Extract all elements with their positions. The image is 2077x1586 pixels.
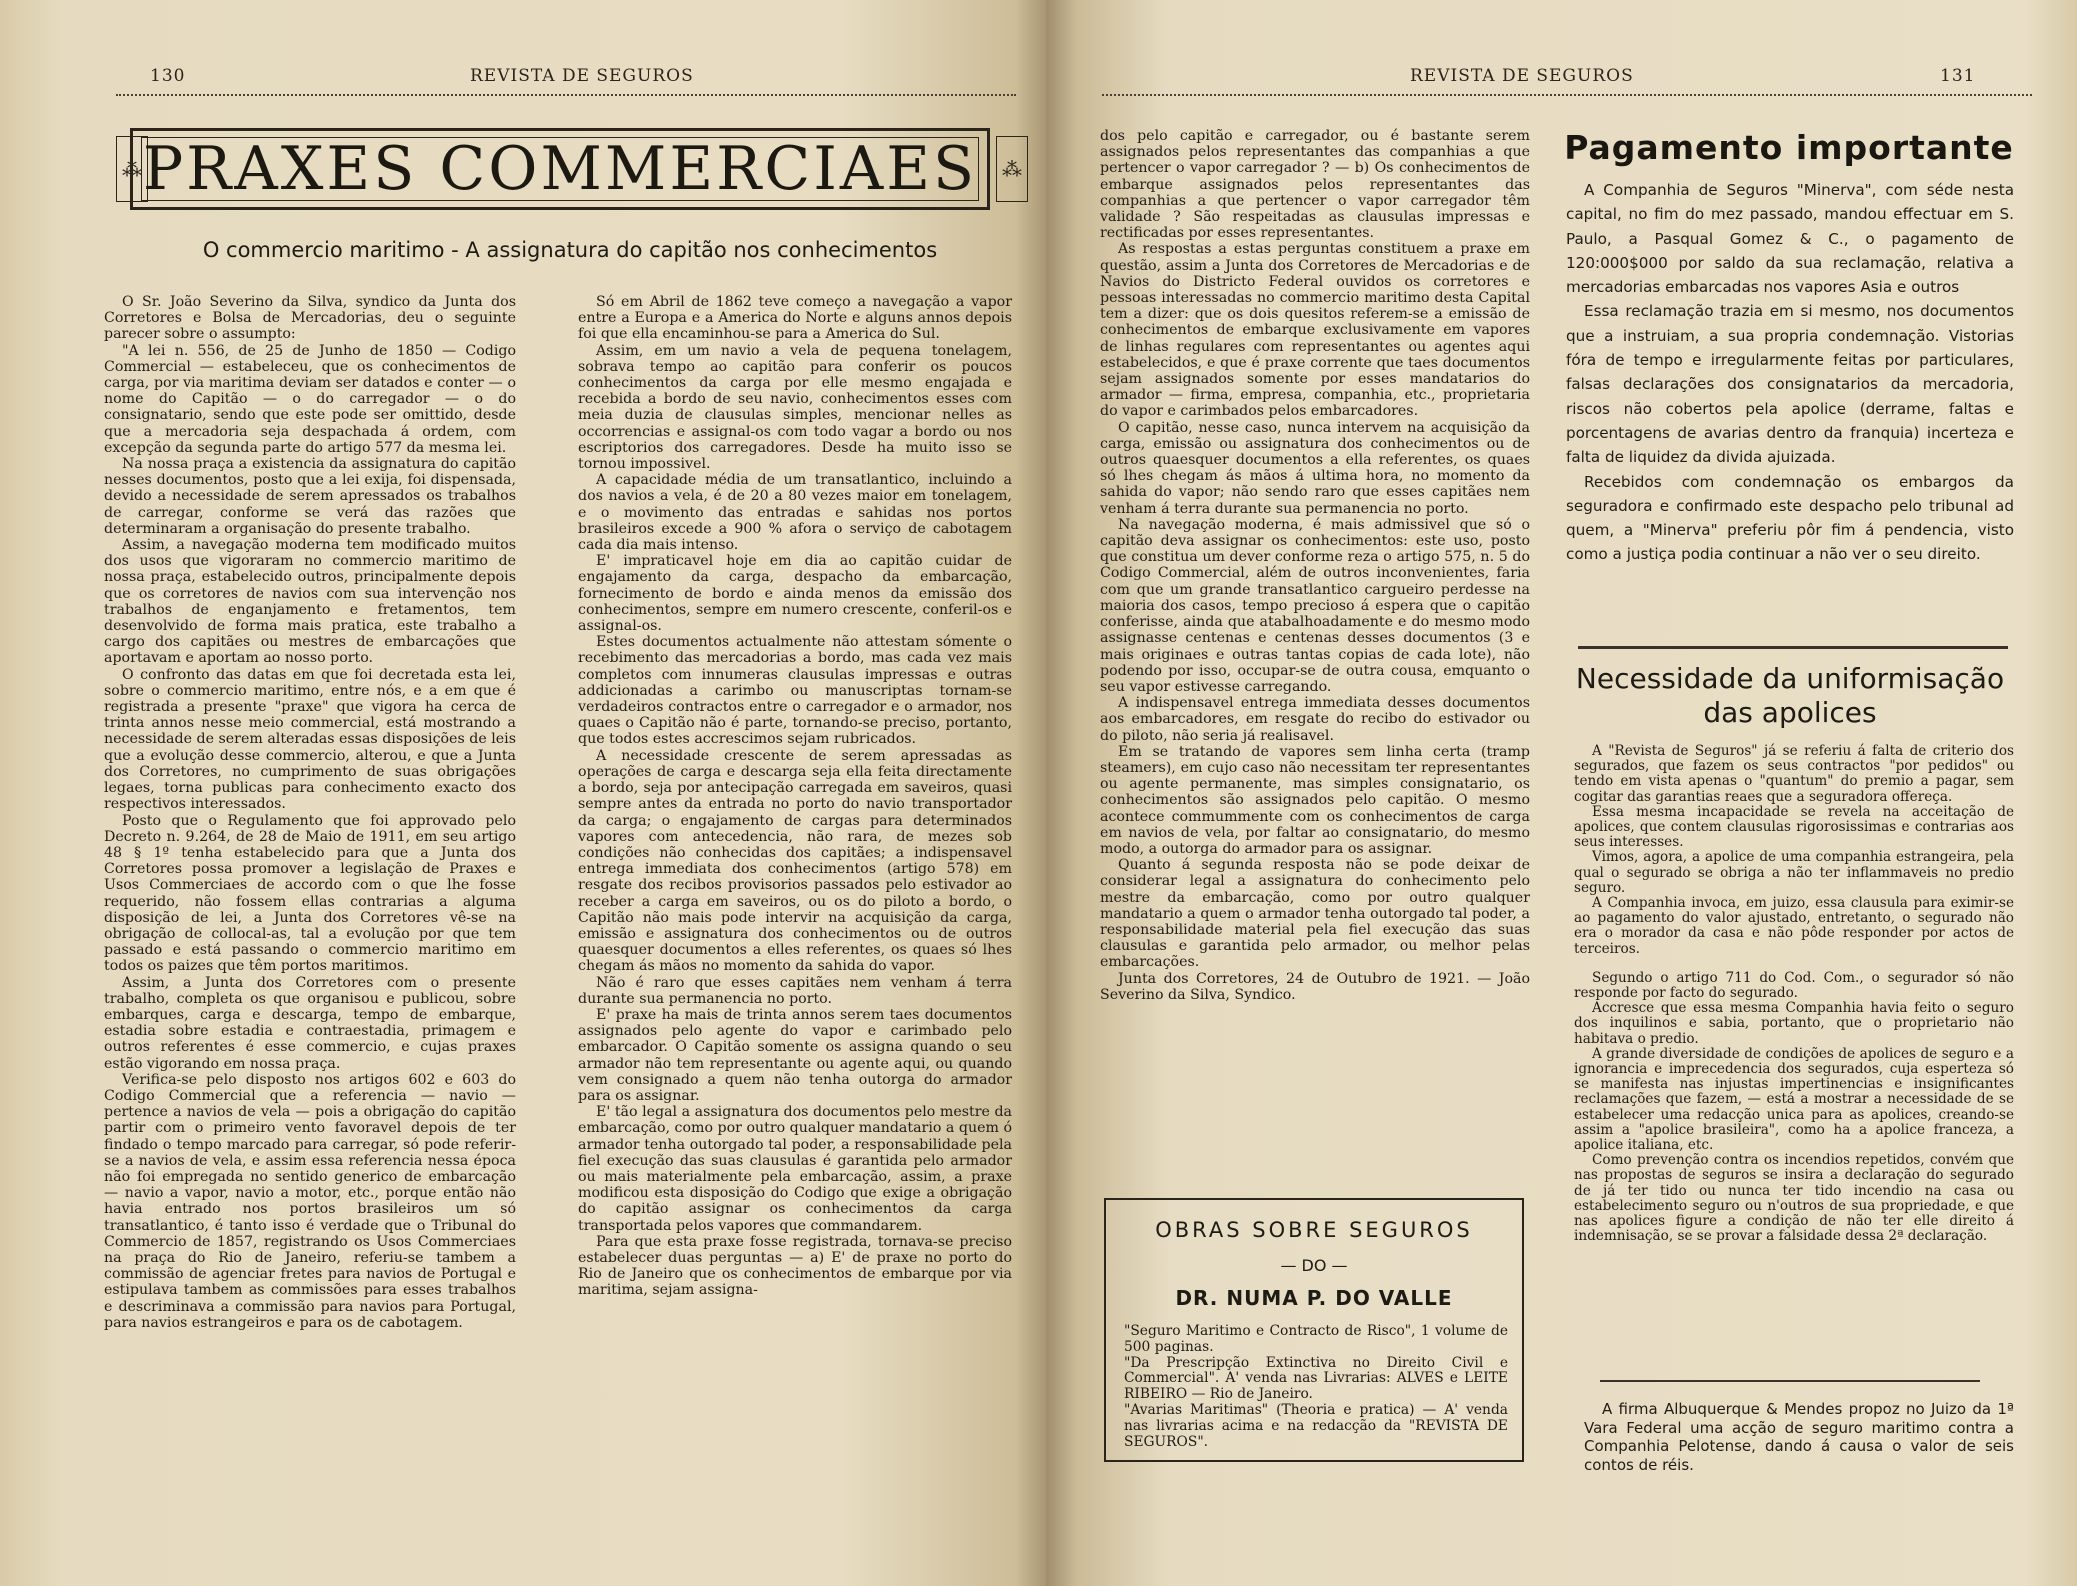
paragraph: Estes documentos actualmente não attestam sómente o recebimento das mercadorias a bordo, mas cada vez mais completos com innumeras clausulas impressas e outras addicionadas a carimbo ou manuscriptas tornam-se verdadeiros contractos entre o carregador e o armador, nos quaes o Capitão não é parte, tornando-se preciso, portanto, que todos estes accrescimos sejam rubricados. (578, 634, 1012, 748)
paragraph: O confronto das datas em que foi decretada esta lei, sobre o commercio maritimo, entre nós, e a em que é registrada a presente "praxe" que vigora ha cerca de trinta annos nesse meio commercial, está mostrando a necessidade de serem alteradas essas disposições de leis que a evolução desse commercio, alterou, e que a Junta dos Corretores, no cumprimento de suas obrigações legaes, torna publicas para conhecimento exacto dos respectivos interessados. (104, 666, 516, 813)
ornament-left-icon: ⁂ (116, 136, 148, 202)
paragraph: Essa reclamação trazia em si mesmo, nos documentos que a instruiam, a sua propria condemnação. Vistorias fóra de tempo e irregularmente feitas por particulares, falsas declarações dos consignatarios da mercadoria, riscos não cobertos pela apolice (derrame, faltas e porcentagens de avarias dentro da franquia) incerteza e falta de liquidez da divida ajuizada. (1566, 302, 2014, 467)
ad-line: "Da Prescripção Extinctiva no Direito Civil e Commercial". A' venda nas Livrarias: ALVES e LEITE RIBEIRO — Rio de Janeiro. (1124, 1354, 1508, 1403)
paragraph: Só em Abril de 1862 teve começo a navegação a vapor entre a Europa e a America do Norte e alguns annos depois foi que ella encaminhou-se para a America do Sul. (578, 294, 1012, 343)
paragraph: A Companhia de Seguros "Minerva", com séde nesta capital, no fim do mez passado, mandou effectuar em S. Paulo, a Pasqual Gomez & C., o pagamento de 120:000$000 por saldo da sua reclamação, relativa a mercadorias embarcadas nos vapores Asia e outros (1566, 181, 2014, 297)
section-banner (130, 128, 990, 210)
paragraph: Na nossa praça a existencia da assignatura do capitão nesses documentos, posto que a lei exija, foi dispensada, devido a necessidade de serem apressados os trabalhos de carregar, conforme se verá das razões que determinaram a organisação do presente trabalho. (104, 456, 516, 537)
necessidade-heading-line-1: Necessidade da uniformisação (1575, 662, 2005, 695)
paragraph: A "Revista de Seguros" já se referiu á falta de criterio dos segurados, que fazem os seus contractos "por pedidos" ou tendo em vista apenas o "quantum" do premio a pagar, sem cogitar das garantias reaes que a seguradora offereça. (1574, 743, 2014, 805)
ornament-right-icon: ⁂ (996, 136, 1028, 202)
necessidade-heading-line-2: das apolices (1703, 696, 1877, 729)
paragraph: A capacidade média de um transatlantico, incluindo a dos navios a vela, é de 20 a 80 vezes maior em tonelagem, e o movimento das entradas e sahidas nos portos brasileiros excede a 900 % afora o serviço de cabotagem cada dia mais intenso. (578, 472, 1012, 554)
paragraph: Quanto á segunda resposta não se pode deixar de considerar legal a assignatura do conhecimento pelo mestre da embarcação, como por outro qualquer mandatario a quem o armador tenha outorgado tal poder, a responsabilidade material pela fiel execução das suas clausulas e garantida pelo armador, ou melhor pelas embarcações. (1100, 857, 1530, 971)
paragraph: Em se tratando de vapores sem linha certa (tramp steamers), em cujo caso não necessitam ter representantes ou agente permanente, mas simples consignatario, os conhecimentos são assignados pelo capitão. O mesmo acontece commummente com os conhecimentos de carga em navios de vela, por faltar ao consignatario, do mesmo modo, a outorga do armador para os assignar. (1100, 743, 1530, 857)
right-column-1 (1100, 128, 1530, 1003)
left-column-1 (104, 294, 516, 1331)
ad-body (1124, 1324, 1508, 1450)
necessidade-heading (1570, 662, 2010, 730)
paragraph: Segundo o artigo 711 do Cod. Com., o segurador só não responde por facto do segurado. (1574, 969, 2014, 1002)
paragraph: O capitão, nesse caso, nunca intervem na acquisição da carga, emissão ou assignatura dos conhecimentos ou de outros quaesquer documentos a ella referentes, os quaes só lhes chegam ás mãos á ultima hora, no momento da sahida do vapor; não sendo raro que esses capitães nem venham á terra durante sua permanencia no porto. (1100, 419, 1530, 517)
article-subtitle: O commercio maritimo - A assignatura do capitão nos conhecimentos (202, 238, 938, 262)
paragraph: E' praxe ha mais de trinta annos serem taes documentos assignados pelo agente do vapor e carimbado pelo embarcador. O Capitão somente os assigna quando o seu armador não tem representante ou agente aqui, ou quando vem consignado a quem não tenha outorga do armador para os assignar. (578, 1006, 1012, 1104)
banner-title: PRAXES COMMERCIAES (142, 134, 978, 204)
left-column-2 (578, 294, 1012, 1299)
paragraph: Vimos, agora, a apolice de uma companhia estrangeira, pela qual o segurado se obriga a não ter inflammaveis no predio seguro. (1574, 849, 2014, 896)
paragraph: Assim, em um navio a vela de pequena tonelagem, sobrava tempo ao capitão para conferir os poucos conhecimentos da carga por elle mesmo engajada e recebida a bordo de seu navio, conhecimentos esses com meia duzia de clausulas simples, mencionar nelles as occorrencias e assignal-os com todo vagar a bordo ou nos escriptorios dos carregadores. Desde ha muito isso se tornou impossivel. (578, 342, 1012, 473)
paragraph: Recebidos com condemnação os embargos da seguradora e confirmado este despacho pelo tribunal ad quem, a "Minerva" preferiu pôr fim á pendencia, visto como a justiça podia continuar a não ver o seu direito. (1566, 472, 2014, 564)
header-rule (116, 94, 1016, 96)
page-number: 131 (1940, 66, 1976, 86)
signature-line: Junta dos Corretores, 24 de Outubro de 1921. — João Severino da Silva, Syndico. (1100, 970, 1530, 1003)
paragraph: A grande diversidade de condições de apolices de seguro e a ignorancia e imprecedencia dos segurados, cuja esperteza só se manifesta nas injustas impertinencias e insignificantes reclamações que fazem, — está a mostrar a necessidade de se estabelecer uma redacção unica para as apolices, creando-se assim a "apolice brasileira", como ha a apolice franceza, a apolice italiana, etc. (1574, 1045, 2014, 1154)
necessidade-article (1574, 744, 2014, 1245)
ad-title: OBRAS SOBRE SEGUROS (1155, 1218, 1473, 1242)
page-number: 130 (150, 66, 186, 86)
paragraph: A Companhia invoca, em juizo, essa clausula para eximir-se ao pagamento do valor ajustado, entretanto, o segurado não era o morador da casa e não pôde responder por actos de terceiros. (1574, 895, 2014, 957)
ad-line: "Avarias Maritimas" (Theoria e pratica) — A' venda nas livrarias acima e na redacção da "REVISTA DE SEGUROS". (1124, 1401, 1508, 1450)
paragraph: Não é raro que esses capitães nem venham á terra durante sua permanencia no porto. (578, 974, 1012, 1007)
paragraph: O Sr. João Severino da Silva, syndico da Junta dos Corretores e Bolsa de Mercadorias, deu o seguinte parecer sobre o assumpto: (104, 294, 516, 343)
paragraph: A firma Albuquerque & Mendes propoz no Juizo da 1ª Vara Federal uma acção de seguro maritimo contra a Companhia Pelotense, dando á causa o valor de seis contos de réis. (1584, 1400, 2014, 1474)
paragraph: Verifica-se pelo disposto nos artigos 602 e 603 do Codigo Commercial que a referencia — navio — pertence a navios de vela — pois a obrigação do capitão partir com o primeiro vento favoravel depois de ter findado o tempo marcado para carregar, só pode referir-se a navios de vela, e assim essa referencia nessa época não foi empregada no sentido generico de embarcação — navio a vapor, navio a motor, etc., porque então não havia entrado nos portos brasileiros um só transatlantico, é tanto isso é verdade que o Tribunal do Commercio de 1857, registrando os Usos Commerciaes na praça do Rio de Janeiro, referiu-se tambem a commissão de agenciar fretes para navios de Portugal e estipulava tambem as commissões para esses trabalhos e descriminava a commissão para navios para Portugal, para navios estrangeiros e para os de cabotagem. (104, 1071, 516, 1331)
paragraph: Como prevenção contra os incendios repetidos, convém que nas propostas de seguros se insira a declaração do segurado de já ter tido ou nunca ter tido incendio na casa ou estabelecimento seguro ou n'outros de sua propriedade, e que nas apolices figure a condição de não ter elle direito á indemnisação, se se provar a falsidade dessa 2ª declaração. (1574, 1152, 2014, 1245)
paragraph: Posto que o Regulamento que foi approvado pelo Decreto n. 9.264, de 28 de Maio de 1911, em seu artigo 48 § 1º tenha estabelecido para que a Junta dos Corretores possa promover a legislação de Praxes e Usos Commerciaes de accordo com o que lhe fosse requerido, não fossem ellas contrarias a alguma disposição de lei, a Junta dos Corretores vê-se na obrigação de collocal-as, tal a evolução por que tem passado e está passando o commercio maritimo em todos os paizes que têm portos maritimos. (104, 812, 516, 975)
paragraph: "A lei n. 556, de 25 de Junho de 1850 — Codigo Commercial — estabeleceu, que os conhecimentos de carga, por via maritima deviam ser datados e conter — o nome do Capitão — o do carregador — o do consignatario, sendo que este pode ser omittido, desde que a mercadoria seja despachada á ordem, com excepção da segunda parte do artigo 577 da mesma lei. (104, 342, 516, 456)
paragraph: Assim, a Junta dos Corretores com o presente trabalho, completa os que organisou e publicou, sobre embarques, carga e descarga, tempo de embarque, estadia sobre estadia e contraestadia, primagem e outros referentes é esse commercio, e cujas praxes estão vigorando em nossa praça. (104, 974, 516, 1072)
running-head: REVISTA DE SEGUROS (1410, 66, 1634, 86)
running-head: REVISTA DE SEGUROS (470, 66, 694, 86)
paragraph: A indispensavel entrega immediata desses documentos aos embarcadores, em resgate do recibo do estivador ou do piloto, não seria já realisavel. (1100, 695, 1530, 744)
header-rule (1102, 94, 2032, 96)
paragraph: Accresce que essa mesma Companhia havia feito o seguro dos inquilinos e sabia, portanto, que o proprietario não habitava o predio. (1574, 1000, 2014, 1047)
pagamento-article (1566, 178, 2014, 567)
paragraph: A necessidade crescente de serem apressadas as operações de carga e descarga seja ella feita directamente a bordo, seja por antecipação carregada em saveiros, quasi sempre antes da entrada no porto do navio transportador da carga; o engajamento de cargas para determinados vapores com antecedencia, não rara, de mezes sob condições não conhecidas dos capitães; a indispensavel entrega immediata dos conhecimentos (artigo 578) em resgate dos recibos provisorios passados pelo estivador ao receber a carga em saveiros, ou os do piloto a bordo, o Capitão não mais pode intervir na acquisição da carga, emissão e assignatura dos conhecimentos ou de outros quaesquer documentos a elles referentes, os quaes só lhes chegam ás mãos no momento da sahida do vapor. (578, 747, 1012, 975)
paragraph: Assim, a navegação moderna tem modificado muitos dos usos que vigoraram no commercio maritimo de nossa praça, estabelecido outros, principalmente depois que os corretores de navios com sua intervenção nos trabalhos de enganjamento e fretamentos, tem desenvolvido de forma mais pratica, este trabalho a cargo dos capitães ou mestres de embarcações que aportavam e aportam ao nosso porto. (104, 537, 516, 667)
paragraph: E' tão legal a assignatura dos documentos pelo mestre da embarcação, como por outro qualquer mandatario a quem ó armador tenha outorgado tal poder, a responsabilidade pela fiel execução das suas clausulas é garantida pelo armador ou mais materialmente pela embarcação, assim, a praxe modificou esta disposição do Codigo que exige a obrigação do capitão assignar os conhecimentos da carga transportada pelos vapores que commandarem. (578, 1104, 1012, 1234)
section-divider (1578, 646, 2008, 649)
ad-author: DR. NUMA P. DO VALLE (1175, 1286, 1453, 1310)
paragraph: Na navegação moderna, é mais admissivel que só o capitão deva assignar os conhecimentos: este uso, posto que constitua um dever conforme reza o artigo 575, n. 5 do Codigo Commercial, além de outros inconvenientes, faria com que um grande transatlantico cargueiro perdesse na maioria dos casos, tempo precioso á espera que o capitão conferisse, ainda que atabalhoadamente e do mesmo modo assignasse centenas e centenas desses documentos (3 e mais originaes e outras tantas copias de cada lote), não podendo por isso, occupar-se de outra cousa, emquanto o seu vapor estivesse carregando. (1100, 516, 1530, 695)
paragraph: Essa mesma incapacidade se revela na acceitação de apolices, que contem clausulas rigorosissimas e contrarias aos seus interesses. (1574, 803, 2014, 851)
paragraph: E' impraticavel hoje em dia ao capitão cuidar de engajamento da carga, despacho da embarcação, fornecimento de bordo e ainda menos da emissão dos conhecimentos, sempre em numero crescente, conferil-os e assignal-os. (578, 553, 1012, 635)
ad-do: — DO — (1280, 1256, 1348, 1275)
albuquerque-note (1584, 1400, 2014, 1474)
pagamento-heading: Pagamento importante (1564, 128, 2014, 167)
paragraph: dos pelo capitão e carregador, ou é bastante serem assignados pelos representantes das companhias a que pertencer o vapor carregador ? — b) Os conhecimentos de embarque assignados pelos representantes das companhias a que pertencer o vapor carregador têm validade ? São respeitadas as clausulas impressas e rectificadas por esses representantes. (1100, 128, 1530, 242)
ad-line: "Seguro Maritimo e Contracto de Risco", 1 volume de 500 paginas. (1124, 1323, 1508, 1355)
paragraph: Para que esta praxe fosse registrada, tornava-se preciso estabelecer duas perguntas — a) E' de praxe no porto do Rio de Janeiro que os conhecimentos de embarque por via maritima, sejam assigna- (578, 1233, 1012, 1299)
section-divider (1600, 1380, 1980, 1382)
paragraph: As respostas a estas perguntas constituem a praxe em questão, assim a Junta dos Corretores de Mercadorias e de Navios do Districto Federal ouvidos os corretores e pessoas interessadas no commercio maritimo desta Capital tem a dizer: que os dois quesitos referem-se a emissão de conhecimentos de embarque exclusivamente em vapores de linhas regulares com representantes ou agentes aqui estabelecidos, e que é praxe corrente que taes documentos sejam assignados somente por esses mandatarios do armador — firma, empresa, companhia, etc., proprietaria do vapor e carimbados pelos embarcadores. (1100, 241, 1530, 420)
books-advertisement (1104, 1198, 1524, 1462)
